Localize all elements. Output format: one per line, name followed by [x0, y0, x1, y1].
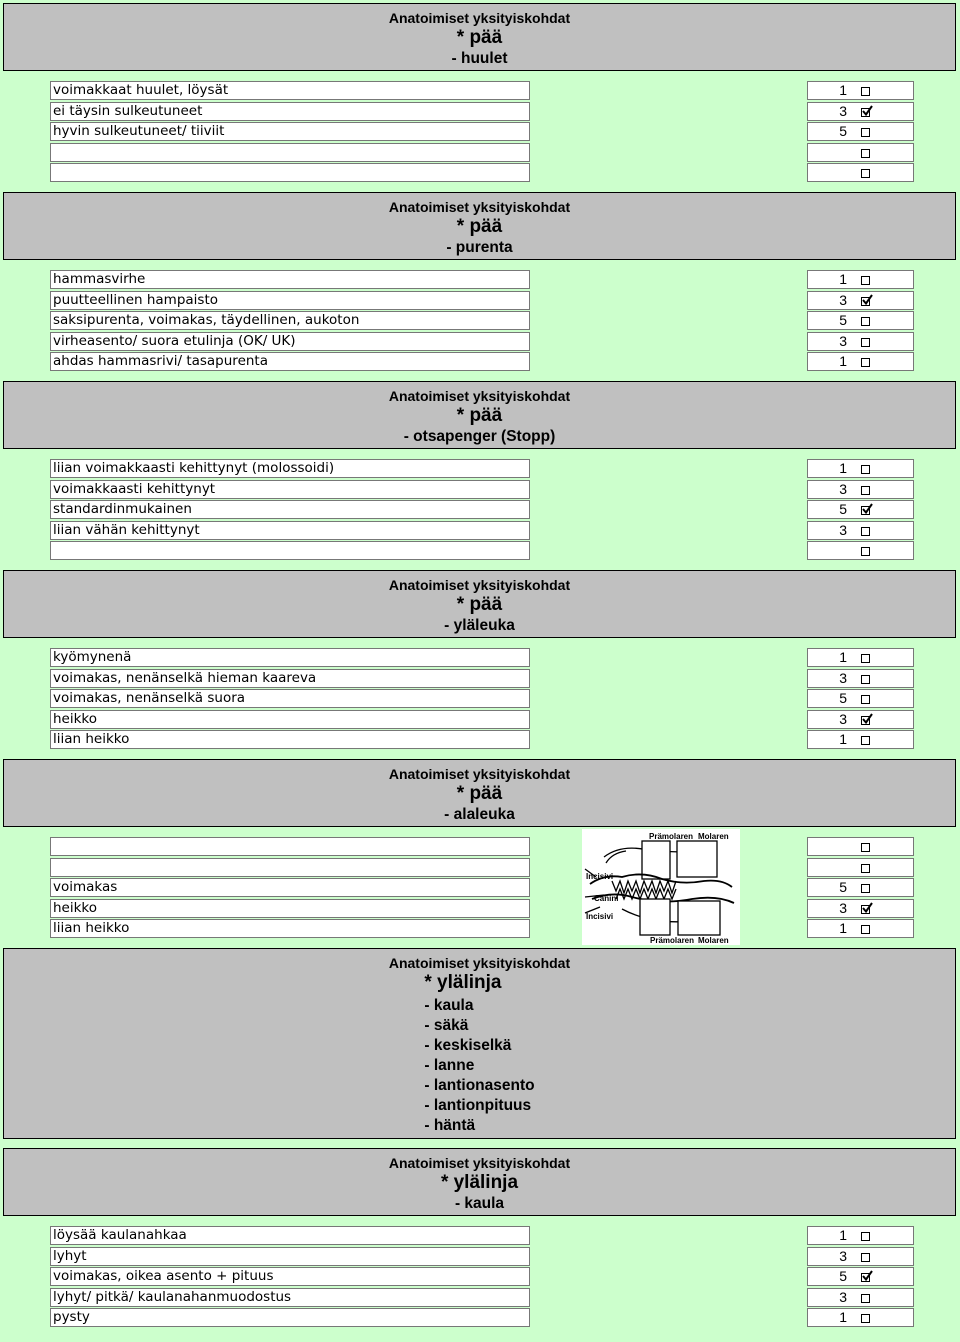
- score-value: 1: [839, 82, 847, 98]
- overview-item: - lantionasento: [424, 1077, 535, 1094]
- score-cell: [807, 521, 914, 540]
- checkbox[interactable]: [861, 169, 870, 178]
- score-value: 3: [839, 900, 847, 916]
- checkbox[interactable]: [861, 87, 870, 96]
- score-cell: [807, 459, 914, 478]
- score-value: 1: [839, 731, 847, 747]
- checkbox[interactable]: [861, 358, 870, 367]
- row-label: virheasento/ suora etulinja (OK/ UK): [50, 332, 530, 351]
- row-label: [50, 837, 530, 856]
- score-value: 1: [839, 460, 847, 476]
- row-label: voimakkaat huulet, löysät: [50, 81, 530, 100]
- row-label: [50, 143, 530, 162]
- label-pramolaren-bottom: Prämolaren: [650, 936, 695, 945]
- checkbox[interactable]: [861, 884, 870, 893]
- section-sub: - otsapenger (Stopp): [403, 428, 556, 445]
- checkbox[interactable]: [861, 843, 870, 852]
- checkbox-checked[interactable]: [861, 716, 870, 725]
- checkbox[interactable]: [861, 736, 870, 745]
- row-label: saksipurenta, voimakas, täydellinen, aukoton: [50, 311, 530, 330]
- section-main: * pää: [456, 27, 503, 48]
- checkbox[interactable]: [861, 925, 870, 934]
- score-cell: [807, 270, 914, 289]
- label-incisivi-bottom: Incisivi: [586, 912, 614, 921]
- checkbox[interactable]: [861, 486, 870, 495]
- section-category: Anatoimiset yksityiskohdat: [388, 388, 571, 404]
- section-sub: - yläleuka: [444, 617, 515, 634]
- score-cell: [807, 1288, 914, 1307]
- score-cell: [807, 1226, 914, 1245]
- checkbox-checked[interactable]: [861, 297, 870, 306]
- section-main: * ylälinja: [424, 972, 502, 993]
- section-category: Anatoimiset yksityiskohdat: [388, 199, 571, 215]
- score-cell: [807, 1267, 914, 1286]
- checkbox[interactable]: [861, 1294, 870, 1303]
- checkbox[interactable]: [861, 276, 870, 285]
- row-label: puutteellinen hampaisto: [50, 291, 530, 310]
- score-value: 1: [839, 649, 847, 665]
- overview-item: - häntä: [424, 1117, 476, 1134]
- score-cell: [807, 648, 914, 667]
- row-label: löysää kaulanahkaa: [50, 1226, 530, 1245]
- label-canini: Canini: [594, 894, 619, 903]
- checkbox[interactable]: [861, 149, 870, 158]
- section-header-huulet: [3, 3, 956, 71]
- section-sub: - huulet: [451, 50, 508, 67]
- row-label: [50, 541, 530, 560]
- section-sub: - purenta: [446, 239, 513, 256]
- row-label: lyhyt/ pitkä/ kaulanahanmuodostus: [50, 1288, 530, 1307]
- checkbox-checked[interactable]: [861, 108, 870, 117]
- score-cell: [807, 122, 914, 141]
- checkbox[interactable]: [861, 695, 870, 704]
- checkbox[interactable]: [861, 317, 870, 326]
- score-cell: [807, 352, 914, 371]
- row-label: [50, 163, 530, 182]
- section-header-ylaleuka: [3, 570, 956, 638]
- overview-item: - keskiselkä: [424, 1037, 512, 1054]
- score-value: 3: [839, 711, 847, 727]
- score-cell: [807, 730, 914, 749]
- row-label: voimakas, nenänselkä suora: [50, 689, 530, 708]
- checkbox-checked[interactable]: [861, 905, 870, 914]
- overview-item: - kaula: [424, 997, 474, 1014]
- row-label: hammasvirhe: [50, 270, 530, 289]
- score-cell: [807, 332, 914, 351]
- score-cell: [807, 689, 914, 708]
- score-cell: [807, 919, 914, 938]
- checkbox[interactable]: [861, 527, 870, 536]
- section-header-kaula: [3, 1148, 956, 1216]
- score-cell: [807, 480, 914, 499]
- checkbox[interactable]: [861, 675, 870, 684]
- score-cell: [807, 837, 914, 856]
- score-cell: [807, 81, 914, 100]
- section-sub: - kaula: [454, 1195, 505, 1212]
- section-header-alaleuka: [3, 759, 956, 827]
- section-main: * ylälinja: [440, 1172, 519, 1193]
- score-cell: [807, 500, 914, 519]
- score-cell: [807, 858, 914, 877]
- checkbox[interactable]: [861, 1232, 870, 1241]
- row-label: standardinmukainen: [50, 500, 530, 519]
- score-value: 5: [839, 1268, 847, 1284]
- score-cell: [807, 541, 914, 560]
- label-pramolaren-top: Prämolaren: [649, 832, 694, 841]
- score-value: 3: [839, 670, 847, 686]
- overview-item: - lantionpituus: [424, 1097, 532, 1114]
- section-category: Anatoimiset yksityiskohdat: [388, 577, 571, 593]
- score-value: 5: [839, 123, 847, 139]
- score-value: 3: [839, 1289, 847, 1305]
- score-value: 1: [839, 271, 847, 287]
- row-label: liian voimakkaasti kehittynyt (molossoidi): [50, 459, 530, 478]
- section-main: * pää: [456, 594, 503, 615]
- checkbox-checked[interactable]: [861, 1273, 870, 1282]
- score-value: 5: [839, 312, 847, 328]
- checkbox-checked[interactable]: [861, 506, 870, 515]
- score-value: 3: [839, 333, 847, 349]
- label-molaren-top: Molaren: [698, 832, 729, 841]
- section-main: * pää: [456, 783, 503, 804]
- row-label: kyömynenä: [50, 648, 530, 667]
- row-label: ei täysin sulkeutuneet: [50, 102, 530, 121]
- checkbox[interactable]: [861, 1314, 870, 1323]
- score-value: 1: [839, 1309, 847, 1325]
- score-cell: [807, 163, 914, 182]
- overview-item: - lanne: [424, 1057, 475, 1074]
- score-cell: [807, 1308, 914, 1327]
- row-label: ahdas hammasrivi/ tasapurenta: [50, 352, 530, 371]
- row-label: voimakkaasti kehittynyt: [50, 480, 530, 499]
- score-value: 3: [839, 103, 847, 119]
- section-header-purenta: [3, 192, 956, 260]
- row-label: lyhyt: [50, 1247, 530, 1266]
- score-value: 3: [839, 1248, 847, 1264]
- score-value: 1: [839, 353, 847, 369]
- checkbox[interactable]: [861, 547, 870, 556]
- row-label: hyvin sulkeutuneet/ tiiviit: [50, 122, 530, 141]
- section-category: Anatoimiset yksityiskohdat: [388, 766, 571, 782]
- row-label: heikko: [50, 899, 530, 918]
- row-label: heikko: [50, 710, 530, 729]
- checkbox[interactable]: [861, 1253, 870, 1262]
- section-category: Anatoimiset yksityiskohdat: [388, 1155, 571, 1171]
- overview-list: [424, 972, 534, 1136]
- section-category: Anatoimiset yksityiskohdat: [388, 955, 571, 971]
- section-header-ylalinja-overview: [3, 948, 956, 1139]
- checkbox[interactable]: [861, 654, 870, 663]
- score-cell: [807, 899, 914, 918]
- overview-item: - säkä: [424, 1017, 469, 1034]
- section-main: * pää: [456, 216, 503, 237]
- row-label: [50, 858, 530, 877]
- row-label: voimakas, nenänselkä hieman kaareva: [50, 669, 530, 688]
- section-category: Anatoimiset yksityiskohdat: [388, 10, 571, 26]
- checkbox[interactable]: [861, 338, 870, 347]
- score-cell: [807, 1247, 914, 1266]
- row-label: liian heikko: [50, 730, 530, 749]
- checkbox[interactable]: [861, 864, 870, 873]
- score-cell: [807, 878, 914, 897]
- label-incisivi-top: Incisivi: [586, 872, 614, 881]
- section-sub: - alaleuka: [444, 806, 515, 823]
- score-value: 1: [839, 920, 847, 936]
- teeth-drawing: [582, 829, 740, 945]
- score-cell: [807, 710, 914, 729]
- section-main: * pää: [456, 405, 503, 426]
- score-cell: [807, 311, 914, 330]
- row-label: liian vähän kehittynyt: [50, 521, 530, 540]
- score-value: 3: [839, 481, 847, 497]
- teeth-diagram: [582, 829, 740, 945]
- score-cell: [807, 102, 914, 121]
- score-value: 5: [839, 501, 847, 517]
- score-value: 5: [839, 690, 847, 706]
- row-label: liian heikko: [50, 919, 530, 938]
- score-value: 3: [839, 522, 847, 538]
- score-value: 1: [839, 1227, 847, 1243]
- label-molaren-bottom: Molaren: [698, 936, 729, 945]
- section-header-otsapenger: [3, 381, 956, 449]
- score-cell: [807, 291, 914, 310]
- row-label: voimakas, oikea asento + pituus: [50, 1267, 530, 1286]
- score-cell: [807, 669, 914, 688]
- row-label: voimakas: [50, 878, 530, 897]
- score-cell: [807, 143, 914, 162]
- score-value: 3: [839, 292, 847, 308]
- row-label: pysty: [50, 1308, 530, 1327]
- checkbox[interactable]: [861, 465, 870, 474]
- checkbox[interactable]: [861, 128, 870, 137]
- score-value: 5: [839, 879, 847, 895]
